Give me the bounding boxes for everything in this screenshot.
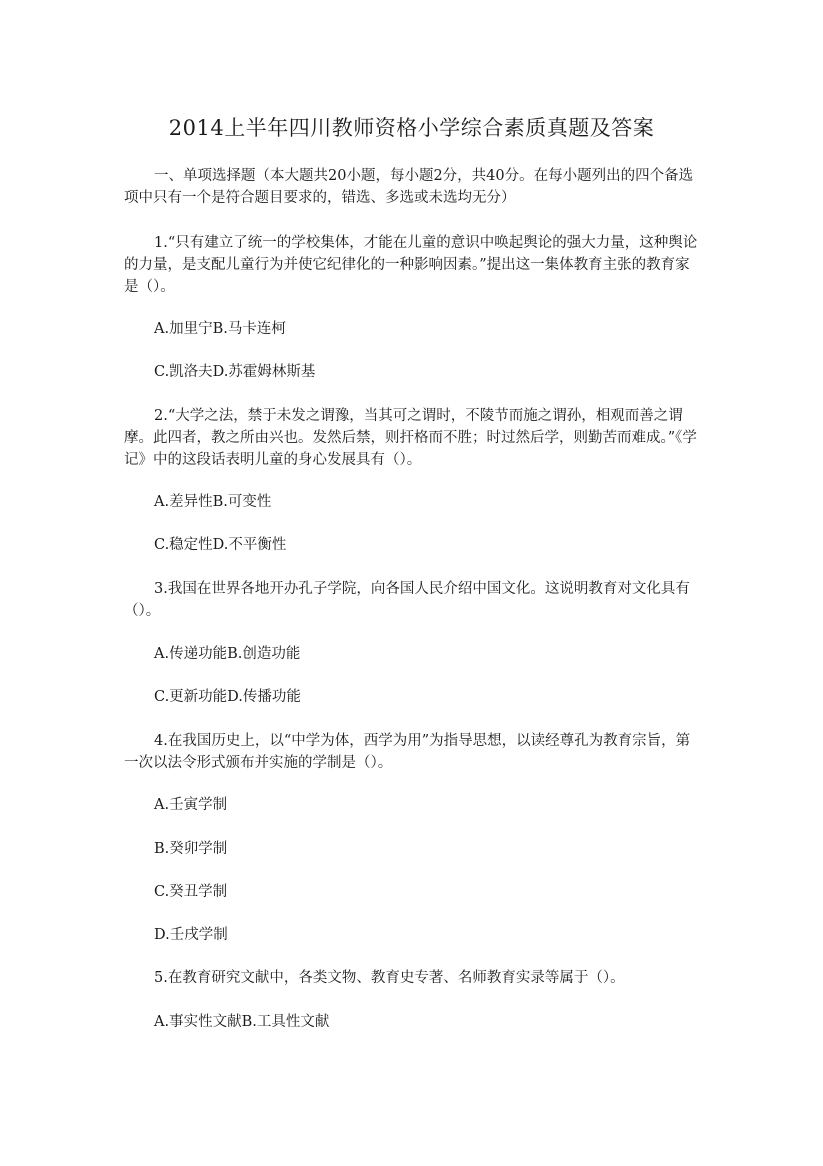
section-heading: 一、单项选择题（本大题共20小题，每小题2分，共40分。在每小题列出的四个备选项中只有一个是符合题目要求的，错选、多选或未选均无分）	[124, 168, 694, 206]
question-2-stem: 2.“大学之法，禁于未发之谓豫，当其可之谓时，不陵节而施之谓孙，相观而善之谓摩。此四者，教之所由兴也。发然后禁，则扞格而不胜；时过然后学，则勤苦而难成。”《学记》中的这段话表明儿童的身心发展具有（）。	[124, 408, 697, 468]
question-5-stem: 5.在教育研究文献中，各类文物、教育史专著、名师教育实录等属于（）。	[154, 970, 625, 986]
question-3-options-ab: A.传递功能B.创造功能	[154, 646, 301, 662]
question-4-option-d: D.壬戌学制	[154, 927, 228, 943]
question-3-options-cd: C.更新功能D.传播功能	[154, 689, 301, 705]
question-2-options-ab: A.差异性B.可变性	[154, 494, 272, 510]
question-5-options-ab: A.事实性文献B.工具性文献	[154, 1014, 330, 1030]
question-4-stem: 4.在我国历史上，以“中学为体，西学为用”为指导思想，以读经尊孔为教育宗旨，第一次以法令形式颁布并实施的学制是（）。	[124, 733, 691, 771]
question-4-option-a: A.壬寅学制	[154, 797, 228, 813]
question-1-options-ab: A.加里宁B.马卡连柯	[154, 321, 286, 337]
question-1-options-cd: C.凯洛夫D.苏霍姆林斯基	[154, 364, 316, 380]
document-title: 2014上半年四川教师资格小学综合素质真题及答案	[168, 116, 655, 140]
question-2-options-cd: C.稳定性D.不平衡性	[154, 537, 287, 553]
question-3-stem: 3.我国在世界各地开办孔子学院，向各国人民介绍中国文化。这说明教育对文化具有（）。	[124, 581, 690, 619]
question-4-option-b: B.癸卯学制	[154, 841, 228, 857]
question-1-stem: 1.“只有建立了统一的学校集体，才能在儿童的意识中唤起舆论的强大力量，这种舆论的力量，是支配儿童行为并使它纪律化的一种影响因素。”提出这一集体教育主张的教育家是（）。	[124, 235, 698, 295]
question-4-option-c: C.癸丑学制	[154, 884, 228, 900]
